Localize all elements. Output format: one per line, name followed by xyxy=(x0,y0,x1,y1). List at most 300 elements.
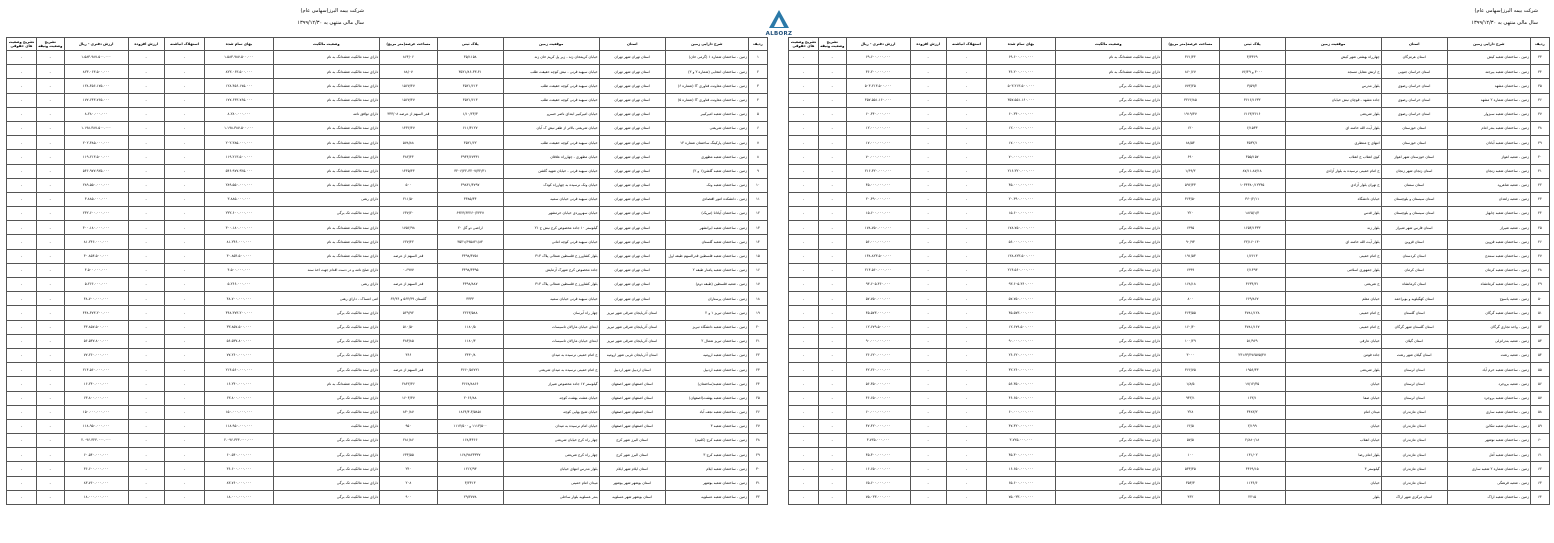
table-cell: - xyxy=(36,476,64,490)
table-cell: زمین - ساختمان شعبه گرگان xyxy=(1447,306,1530,320)
table-cell: - xyxy=(789,434,819,448)
table-cell: دارای سند مالکیت تک برگی xyxy=(1055,292,1162,306)
table-cell: ۶۹.۶۰۰.۰۰۰.۰۰۰ xyxy=(987,51,1055,65)
table-cell: زمین - ساختمان شعبه بروجرد xyxy=(1447,391,1530,405)
table-cell: ۸ xyxy=(748,150,767,164)
table-cell: ۲۲۰ xyxy=(1162,207,1220,221)
table-cell: - xyxy=(36,490,64,504)
table-cell: ۶۰.۰۰۰.۰۰۰.۰۰۰ xyxy=(846,405,910,419)
table-cell: استان تهران شهر تهران xyxy=(599,164,665,178)
table-cell: بلوار مدرس انتهای خیابان xyxy=(503,462,599,476)
column-header: موقعیت زمین xyxy=(503,38,599,51)
table-cell: دارای رهنی xyxy=(273,192,380,206)
table-cell: بلوار کشاورز خ فلسطین شمالی پلاک ۳۱۳ xyxy=(503,249,599,263)
table-cell: ۱۶۸/۱۸ xyxy=(1162,278,1220,292)
table-cell: - xyxy=(946,192,987,206)
table-cell: - xyxy=(910,476,946,490)
table-cell: ۶ xyxy=(748,121,767,135)
table-cell: ۵۴۶.۹۷۷.۹۲۵.۰۰۰ xyxy=(64,164,128,178)
table-cell: استان تهران شهر تهران xyxy=(599,263,665,277)
table-cell: ۲.۰۹۶.۳۲۴.۰۰۰.۰۰۰ xyxy=(205,434,273,448)
table-cell: ۱۷.۰۰۰.۰۰۰.۰۰۰ xyxy=(987,136,1055,150)
table-cell: ۶۳.۸۰۰.۰۰۰.۰۰۰ xyxy=(64,391,128,405)
table-cell: زمین - ساختمان شعبه بندر امام xyxy=(1447,121,1530,135)
table-cell: زمین - شعبه شیراز xyxy=(1447,221,1530,235)
table-cell: - xyxy=(128,107,164,121)
table-cell: ۴۴ xyxy=(1530,207,1549,221)
table-cell: ۱۶.۶۵۰.۰۰۰.۰۰۰ xyxy=(987,462,1055,476)
table-cell: خیابان عارفی xyxy=(1285,334,1381,348)
table-cell: ۸۷/۱۱-۸۷/۱۸ xyxy=(1219,164,1285,178)
table-cell: استان کهگیلویه و بویراحمد xyxy=(1381,292,1447,306)
table-row xyxy=(7,107,768,121)
right-body xyxy=(789,51,1550,505)
table-cell: - xyxy=(36,434,64,448)
table-cell: ۹۰/۹۳ xyxy=(1162,235,1220,249)
table-cell: استان البرز شهر کرج xyxy=(599,434,665,448)
table-cell: - xyxy=(910,278,946,292)
table-cell: ۱۱۸۰/۵ xyxy=(437,320,503,334)
table-cell: - xyxy=(818,51,846,65)
table-cell: - xyxy=(36,263,64,277)
table-cell: ۲۲۱۵ xyxy=(1219,490,1285,504)
table-cell: خیابان سپهبد قرنی خیابان سمیه xyxy=(503,192,599,206)
table-cell: - xyxy=(128,334,164,348)
table-cell: - xyxy=(910,263,946,277)
table-cell: زمین - ساختمان شعبه کرمانشاه xyxy=(1447,278,1530,292)
table-cell: - xyxy=(946,221,987,235)
table-cell: ۱۷۸.۷۵۰.۰۰۰.۰۰۰ xyxy=(987,221,1055,235)
table-row xyxy=(789,249,1550,263)
table-cell: دارای سند مالکیت تک برگی xyxy=(273,476,380,490)
table-cell: زمین - دانشکده امور اقتصادی xyxy=(665,192,748,206)
table-cell: - xyxy=(36,121,64,135)
table-cell: استان سیستان و بلوچستان xyxy=(1381,192,1447,206)
table-cell: - xyxy=(36,334,64,348)
table-cell: ۸۸/۰۷ xyxy=(380,65,438,79)
table-cell: استان تهران شهر تهران xyxy=(599,93,665,107)
table-cell: - xyxy=(946,334,987,348)
table-cell: دارای سند مالکیت ششدانگ به نام xyxy=(273,93,380,107)
table-cell: خیابان سهروردی خیابان خرمشهر xyxy=(503,207,599,221)
table-cell: ۶۰ xyxy=(1530,434,1549,448)
table-cell: ۲۴۰ xyxy=(380,462,438,476)
table-cell: دارای سند مالکیت تک برگی xyxy=(273,348,380,362)
table-cell: ۱۱۸.۹۵۰.۰۰۰.۰۰۰ xyxy=(64,419,128,433)
table-cell: زمین - ساختمان شعبه اراک xyxy=(1447,490,1530,504)
table-cell: ۱۱۹.۲۱۳.۵۰۰.۰۰۰ xyxy=(64,150,128,164)
table-cell: - xyxy=(164,377,205,391)
table-cell: - xyxy=(789,462,819,476)
table-cell: ۶۹۲۳/۶۴۲۶۰/۲۴۴۷ xyxy=(437,207,503,221)
table-cell: خیابان کریمخان زند - زیر پل کریم خان زند xyxy=(503,51,599,65)
table-cell: - xyxy=(164,164,205,178)
table-cell: دارای توافق نامه xyxy=(273,107,380,121)
table-cell: دارای سند مالکیت تک برگی xyxy=(273,462,380,476)
table-cell: - xyxy=(164,235,205,249)
right-assets-table xyxy=(788,37,1550,505)
column-header: تشریح وضعیت های حقوقی xyxy=(7,38,37,51)
table-cell: - xyxy=(128,377,164,391)
table-cell: ۳۳۸۵/۴۴ xyxy=(437,192,503,206)
table-cell: ۴۵.۳۰۰.۰۰۰.۰۰۰ xyxy=(987,448,1055,462)
table-cell: استان خراسان رضوی xyxy=(1381,107,1447,121)
table-cell: ۱۶.۲۴۰.۰۰۰.۰۰۰ xyxy=(64,377,128,391)
table-cell: خیابان شریعتی بالاتر از ظفر نبش ک آبان xyxy=(503,121,599,135)
table-cell: زمین - شعبه زاهدان xyxy=(1447,192,1530,206)
table-cell: زمین - ساختمان شعبه امیرکبیر xyxy=(665,107,748,121)
table-cell: خیابان سپهبد قرنی خیابان سمیه xyxy=(503,292,599,306)
table-row xyxy=(789,65,1550,79)
table-cell: - xyxy=(910,221,946,235)
table-cell: ۳۶.۲۰۰.۰۰۰.۰۰۰ xyxy=(846,65,910,79)
table-cell: - xyxy=(36,107,64,121)
table-cell: - xyxy=(789,79,819,93)
table-cell: ۴۵.۵۷۳.۰۰۰.۰۰۰ xyxy=(987,306,1055,320)
table-cell: - xyxy=(946,278,987,292)
table-cell: دارای سند مالکیت تک برگی xyxy=(1055,221,1162,235)
column-header: شرح دارایی زمین xyxy=(665,38,748,51)
table-cell: - xyxy=(946,405,987,419)
table-row xyxy=(7,150,768,164)
table-cell: خیابان ونک نرسیده به چهارراه کودک xyxy=(503,178,599,192)
table-cell: استان تهران شهر تهران xyxy=(599,278,665,292)
table-cell: ۲۱۴.۵۶۰.۰۰۰.۰۰۰ xyxy=(205,363,273,377)
table-cell: - xyxy=(128,320,164,334)
table-row xyxy=(7,121,768,135)
table-cell: - xyxy=(789,249,819,263)
table-cell: چهارراه بهشتی شهر کیش xyxy=(1285,51,1381,65)
table-cell: ۸.۲۸۰.۰۰۰.۰۰۰ xyxy=(205,107,273,121)
table-cell: دارای سند مالکیت ششدانگ به نام xyxy=(273,121,380,135)
table-cell: ۸۱.۲۴۶.۰۰۰.۰۰۰ xyxy=(205,235,273,249)
table-cell: ۲۰.۳۹۰.۰۰۰.۰۰۰ xyxy=(987,192,1055,206)
table-cell: ۱۰۰ xyxy=(1162,448,1220,462)
table-cell: ۶۶/۵ xyxy=(1162,419,1220,433)
table-cell: زمین - ساختمان تبریز شمال ۲ xyxy=(665,334,748,348)
table-cell: ۹۰۰ xyxy=(380,490,438,504)
table-cell: - xyxy=(164,192,205,206)
table-cell: اتنی امساک - دارای رهنی xyxy=(273,292,380,306)
table-cell: ۲۱۴.۵۶۰.۰۰۰.۰۰۰ xyxy=(987,263,1055,277)
table-row xyxy=(789,490,1550,504)
table-cell: ۳۳ xyxy=(1530,51,1549,65)
table-cell: بلوار زند xyxy=(1285,221,1381,235)
table-cell: ۳/۲۳۱۳ xyxy=(437,476,503,490)
table-cell: - xyxy=(36,79,64,93)
table-cell: ۱۲۸.۴۵۶.۱۷۵.۰۰۰ xyxy=(64,79,128,93)
table-cell: ۱۳۸.۸۲۳.۵۰۰.۰۰۰ xyxy=(846,249,910,263)
table-cell: میدان امام خمینی xyxy=(503,476,599,490)
table-cell: - xyxy=(7,263,37,277)
table-cell: ۷ xyxy=(748,136,767,150)
table-cell: ۳۵۲۱/۶۲ xyxy=(437,136,503,150)
table-cell: خیابان xyxy=(1285,419,1381,433)
table-cell: - xyxy=(910,65,946,79)
table-cell: - xyxy=(36,391,64,405)
table-cell: زمین - ساختمان پارکینگ ساختمان شماره ۱۴ xyxy=(665,136,748,150)
table-cell: دارای سند مالکیت ششدانگ به نام xyxy=(273,235,380,249)
table-cell: ۱۸۶۵/۱/۴ xyxy=(1219,207,1285,221)
table-cell: ۸۲۳.۰۶۳.۵۰۰.۰۰۰ xyxy=(64,65,128,79)
table-cell: ۱۴۳۶/۴۷ xyxy=(380,121,438,135)
table-cell: - xyxy=(7,192,37,206)
table-cell: - xyxy=(789,419,819,433)
table-row xyxy=(7,391,768,405)
table-cell: ۵۱ xyxy=(1530,306,1549,320)
table-cell: - xyxy=(7,278,37,292)
table-cell: استان ایلام شهر ایلام xyxy=(599,462,665,476)
table-cell: - xyxy=(7,65,37,79)
table-cell: - xyxy=(946,121,987,135)
table-cell: ۳۴ xyxy=(1530,65,1549,79)
table-cell: ۲۴۳۰/۸ xyxy=(437,348,503,362)
table-cell: - xyxy=(164,278,205,292)
table-cell: ۵۷.۷۵۰.۰۰۰.۰۰۰ xyxy=(846,292,910,306)
table-cell: ۶۵.۶۰۰.۰۰۰.۰۰۰ xyxy=(987,476,1055,490)
table-cell: زمین - ساختمان شعبه ارومیه xyxy=(665,348,748,362)
table-cell: ۲.۰۹۶.۳۲۴.۰۰۰.۰۰۰ xyxy=(64,434,128,448)
table-cell: - xyxy=(7,434,37,448)
table-cell: استان کرمان xyxy=(1381,263,1447,277)
table-cell: زمین - ساختمان شعبه نوشهر xyxy=(1447,434,1530,448)
table-cell: ۳۰۰.۱۸۰.۰۰۰.۰۰۰ xyxy=(64,221,128,235)
table-cell: - xyxy=(164,221,205,235)
table-cell: ۱۸.۰۰۰.۰۰۰.۰۰۰ xyxy=(205,490,273,504)
table-cell: - xyxy=(910,51,946,65)
table-cell: استان لرستان xyxy=(1381,363,1447,377)
table-cell: - xyxy=(946,263,987,277)
table-cell: - xyxy=(164,434,205,448)
table-cell: - xyxy=(164,320,205,334)
table-cell: ۶۹۰ xyxy=(1162,150,1220,164)
table-row xyxy=(789,462,1550,476)
table-cell: ۳۰ xyxy=(748,462,767,476)
table-cell: دارای سند مالکیت تک برگی xyxy=(1055,93,1162,107)
table-cell: دارای سند مالکیت تک برگی xyxy=(1055,334,1162,348)
table-cell: چهار راه کرج خیابان شریعتی xyxy=(503,434,599,448)
table-cell: ۳۰.۸۵۴.۵۰۰.۰۰۰ xyxy=(205,249,273,263)
table-cell: - xyxy=(128,79,164,93)
table-cell: ۳.۸۸۵.۰۰۰.۰۰۰ xyxy=(205,192,273,206)
table-cell: - xyxy=(128,263,164,277)
column-header: بهای تمام شده xyxy=(987,38,1055,51)
table-cell: زمین - ساختمان شعبه سنندج xyxy=(1447,249,1530,263)
table-cell: گلستان ۵۶۴/۳۹ و ۶۴/۳۶ xyxy=(380,292,438,306)
table-cell: زمین - ساختمان شعبه قزوین xyxy=(1447,235,1530,249)
table-row xyxy=(7,249,768,263)
table-cell: ۲۰۲.۳۸۵.۰۰۰.۰۰۰ xyxy=(205,136,273,150)
table-cell: ۱۰ xyxy=(748,178,767,192)
table-cell: ۱/۶۶۱۳ xyxy=(1219,249,1285,263)
table-cell: استان خوزستان شهر اهواز xyxy=(1381,150,1447,164)
table-cell: - xyxy=(910,292,946,306)
table-row xyxy=(789,448,1550,462)
table-cell: زمین - ساختمان شعبه سبزوار xyxy=(1447,107,1530,121)
table-cell: ۳۷۸۱/۱۲۸ xyxy=(1219,306,1285,320)
column-header: پلاک ثبتی xyxy=(1219,38,1285,51)
table-cell: استان تهران شهر تهران xyxy=(599,107,665,121)
table-cell: دارای رهنی xyxy=(273,278,380,292)
table-row xyxy=(7,320,768,334)
table-cell: ۱۵۶۷/۴۷ xyxy=(380,93,438,107)
table-cell: ۱۲ xyxy=(748,207,767,221)
table-row xyxy=(7,79,768,93)
table-cell: ۳۰۰۰ xyxy=(1162,348,1220,362)
table-cell: - xyxy=(36,150,64,164)
table-cell: - xyxy=(7,363,37,377)
table-cell: ۵۰۳.۲۱۳.۵۰۰.۰۰۰ xyxy=(987,79,1055,93)
table-cell: استان سیستان و بلوچستان xyxy=(1381,207,1447,221)
table-cell: - xyxy=(789,263,819,277)
table-cell: زمین - ساختمان شعبه کرج ۳ xyxy=(665,448,748,462)
table-cell: ۴۲.۲۶۰.۰۰۰.۰۰۰ xyxy=(846,363,910,377)
table-cell: استان گیلان شهر رشت xyxy=(1381,348,1447,362)
table-cell: - xyxy=(7,164,37,178)
table-cell: ۸۲۳.۰۶۳.۵۰۰.۰۰۰ xyxy=(205,65,273,79)
table-cell: - xyxy=(128,278,164,292)
table-row xyxy=(7,164,768,178)
table-cell: ۱.۵۸۳.۹۸۷.۵۰۰.۰۰۰ xyxy=(205,51,273,65)
table-row xyxy=(789,363,1550,377)
column-header: موقعیت زمین xyxy=(1285,38,1381,51)
table-cell: - xyxy=(946,363,987,377)
table-row xyxy=(789,377,1550,391)
table-cell: ۳۵۲۱/۶۱۳ xyxy=(437,93,503,107)
table-cell: زمین - ساختمان شعبه عسلویه xyxy=(665,490,748,504)
table-cell: جاده مشهد - قوچان نبش خیابان xyxy=(1285,93,1381,107)
table-cell: - xyxy=(164,306,205,320)
table-cell: ۴۸.۷۰۰.۰۰۰.۰۰۰ xyxy=(64,292,128,306)
table-cell: ۲۶.۶۲۰.۰۰۰.۰۰۰ xyxy=(846,348,910,362)
table-cell: زمین - شعبه شاهرود xyxy=(1447,178,1530,192)
table-row xyxy=(7,377,768,391)
table-cell: ۱۱۸.۹۵۰.۰۰۰.۰۰۰ xyxy=(205,419,273,433)
table-cell: دارای سند مالکیت xyxy=(273,419,380,433)
table-cell: ۶۱ xyxy=(1530,448,1549,462)
table-cell: - xyxy=(164,419,205,433)
table-cell: بلوار کشاورز خ فلسطین شمالی پلاک ۳۱۳ xyxy=(503,278,599,292)
table-cell: دارای سند مالکیت ششدانگ به نام xyxy=(273,136,380,150)
table-cell: ۴۹ xyxy=(1530,278,1549,292)
table-cell: قدر السهم از عرصه xyxy=(380,249,438,263)
table-cell: جاده مخصوص کرج شهرک آزمایش xyxy=(503,263,599,277)
table-cell: زمین - ساختمان شعبه(ساختمان) xyxy=(665,377,748,391)
table-cell: زمین - شعبه بروجرد xyxy=(1447,377,1530,391)
table-row xyxy=(7,278,768,292)
table-cell: - xyxy=(946,164,987,178)
table-cell: زمین - ساختمان پرستاران xyxy=(665,292,748,306)
table-row xyxy=(7,334,768,348)
table-cell: - xyxy=(818,79,846,93)
table-cell: زمین - ساختمان شعبه تنکابن xyxy=(1447,419,1530,433)
table-cell: ۶۳۷/۲۰ xyxy=(380,207,438,221)
table-cell: - xyxy=(128,51,164,65)
table-cell: زمین - ساختمان شعبه ایلام xyxy=(665,462,748,476)
right-header-row xyxy=(789,38,1550,51)
table-cell: ۱۷۷.۶۴۳.۷۶۵.۰۰۰ xyxy=(205,93,273,107)
table-cell: بلوار جمهوری اسلامی xyxy=(1285,263,1381,277)
table-cell: خ امام خمینی xyxy=(1285,249,1381,263)
table-cell: ۸۶۴/۰۶ xyxy=(380,51,438,65)
table-cell: - xyxy=(128,207,164,221)
table-cell: - xyxy=(164,79,205,93)
table-row xyxy=(7,93,768,107)
table-row xyxy=(7,136,768,150)
table-cell: دارای سند مالکیت تک برگی xyxy=(273,490,380,504)
table-cell: ۶۵.۶۰۰.۰۰۰.۰۰۰ xyxy=(846,476,910,490)
table-cell: ۳.۷۲۵.۰۰۰.۰۰۰ xyxy=(987,434,1055,448)
company-name: شرکت بیمه البرز(سهامی عام) xyxy=(300,8,364,14)
table-cell: - xyxy=(164,348,205,362)
table-cell: ۹۰.۰۰۰.۰۰۰.۰۰۰ xyxy=(987,334,1055,348)
table-cell: - xyxy=(7,249,37,263)
table-cell: ۱۲.۶۷۹.۵۰۰.۰۰۰ xyxy=(846,320,910,334)
table-cell: دارای سند مالکیت تک برگی xyxy=(273,405,380,419)
table-cell: استان خراسان جنوبی xyxy=(1381,65,1447,79)
table-cell: زمین - ساختمان مشهد xyxy=(1447,79,1530,93)
table-cell: زمین - ساختمان شریعتی xyxy=(665,121,748,135)
table-cell: ۱۸۶۴/۴.۳/۵۸۵۱ xyxy=(437,405,503,419)
table-cell: ۴۸ xyxy=(1530,263,1549,277)
table-cell: خ تهران بلوار آزادی xyxy=(1285,178,1381,192)
table-cell: ۶/۱۵۳۳ xyxy=(1219,121,1285,135)
table-cell: - xyxy=(128,221,164,235)
table-cell: ۱۸ xyxy=(748,292,767,306)
table-cell: دارای سند مالکیت ششدانگ به نام xyxy=(1055,51,1162,65)
table-cell: - xyxy=(164,263,205,277)
table-row xyxy=(789,235,1550,249)
table-cell: ۱۴۴۵/۴۴ xyxy=(380,164,438,178)
table-cell: ۱۳ xyxy=(748,221,767,235)
table-cell: - xyxy=(789,121,819,135)
table-cell: ۱۹ xyxy=(748,306,767,320)
table-cell: - xyxy=(164,136,205,150)
column-header: شرح دارایی زمین xyxy=(1447,38,1530,51)
table-cell: ۶۰.۵۴۰.۰۰۰.۰۰۰ xyxy=(205,448,273,462)
column-header: استان xyxy=(599,38,665,51)
table-row xyxy=(7,348,768,362)
table-row xyxy=(7,405,768,419)
table-cell: - xyxy=(818,65,846,79)
table-cell: زمین - ساختمان شعبه بیرجند xyxy=(1447,65,1530,79)
table-cell: - xyxy=(818,334,846,348)
table-cell: گیلوستر ۱۰ جاده مخصوص کرج نبش خ ۲۱ xyxy=(503,221,599,235)
table-cell: - xyxy=(128,150,164,164)
table-cell: - xyxy=(789,192,819,206)
table-cell: ۳۴۸۳/۲ xyxy=(1219,405,1285,419)
table-cell: استان تهران شهر تهران xyxy=(599,221,665,235)
table-cell: ۴۷.۴۲۰.۰۰۰.۰۰۰ xyxy=(846,419,910,433)
table-cell: خیابان xyxy=(1285,476,1381,490)
column-header: تشریح وضعیت های حقوقی xyxy=(789,38,819,51)
table-cell: زمین - ساختمان آپادانا (تبریک) xyxy=(665,207,748,221)
table-cell: بلوار آیت الله خامنه ای xyxy=(1285,235,1381,249)
table-cell: ۱۲.۰۰۰.۰۰۰.۰۰۰ xyxy=(987,121,1055,135)
table-cell: استان تهران شهر تهران xyxy=(599,235,665,249)
table-cell: ۳۵۲۱/۶۱۳ xyxy=(437,79,503,93)
table-cell: ۴۵ xyxy=(1530,221,1549,235)
table-cell: - xyxy=(128,192,164,206)
table-cell: دارای سند مالکیت تک برگی xyxy=(1055,178,1162,192)
table-cell: - xyxy=(7,292,37,306)
table-cell: ۳۶۳/۵۰ xyxy=(1162,192,1220,206)
column-header: ارزش دفتری - ریال xyxy=(846,38,910,51)
table-cell: خیابان سپهبد قرنی کوچه حقیقت طلب xyxy=(503,136,599,150)
table-cell: ۵۶.۳۵۰.۰۰۰.۰۰۰ xyxy=(987,377,1055,391)
table-cell: ۷۰.۰۰۰.۰۰۰.۰۰۰ xyxy=(846,150,910,164)
table-cell: استان اردبیل شهر اردبیل xyxy=(599,363,665,377)
